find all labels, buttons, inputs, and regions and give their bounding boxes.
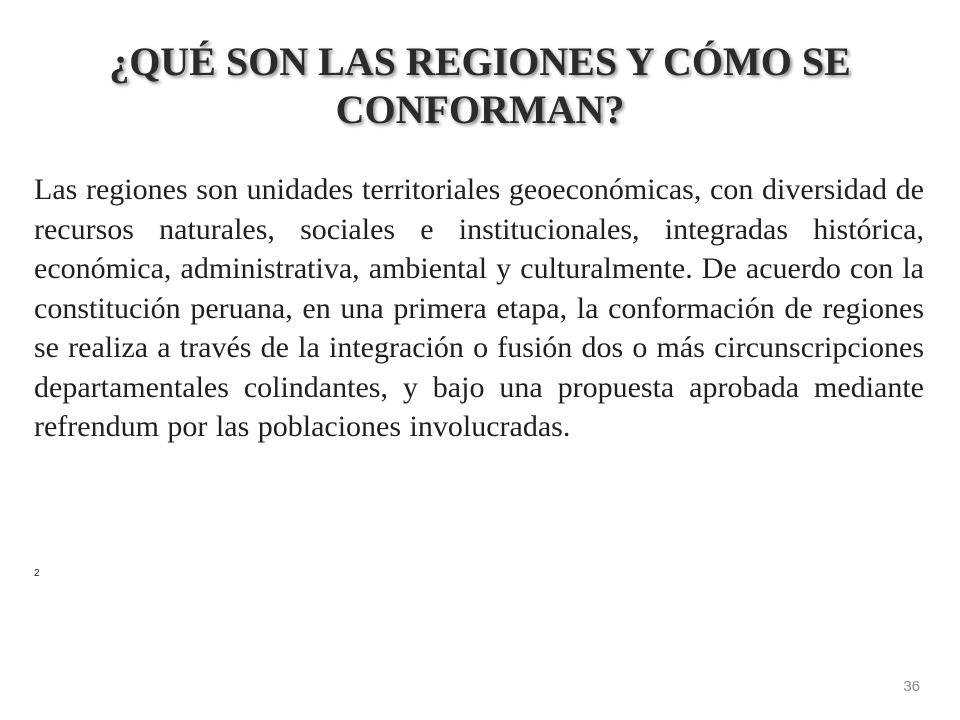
slide-body-text: Las regiones son unidades territoriales geoeconómicas, con diversidad de recursos naturales, sociales e institucionales, integradas histórica, económica, administrativa, ambiental y culturalmente. De acuerdo con la constitución peruana, en una primera etapa, la conformación de regiones se realiza a través de la integración o fusión dos o más circunscripciones departamentales colindantes, y bajo una propuesta aprobada mediante refrendum por las poblaciones involucradas. bbox=[34, 173, 924, 443]
footnote-marker: 2 bbox=[34, 568, 40, 579]
slide-number: 36 bbox=[903, 678, 920, 695]
slide-title: ¿QUÉ SON LAS REGIONES Y CÓMO SE CONFORMAN? bbox=[109, 39, 851, 132]
